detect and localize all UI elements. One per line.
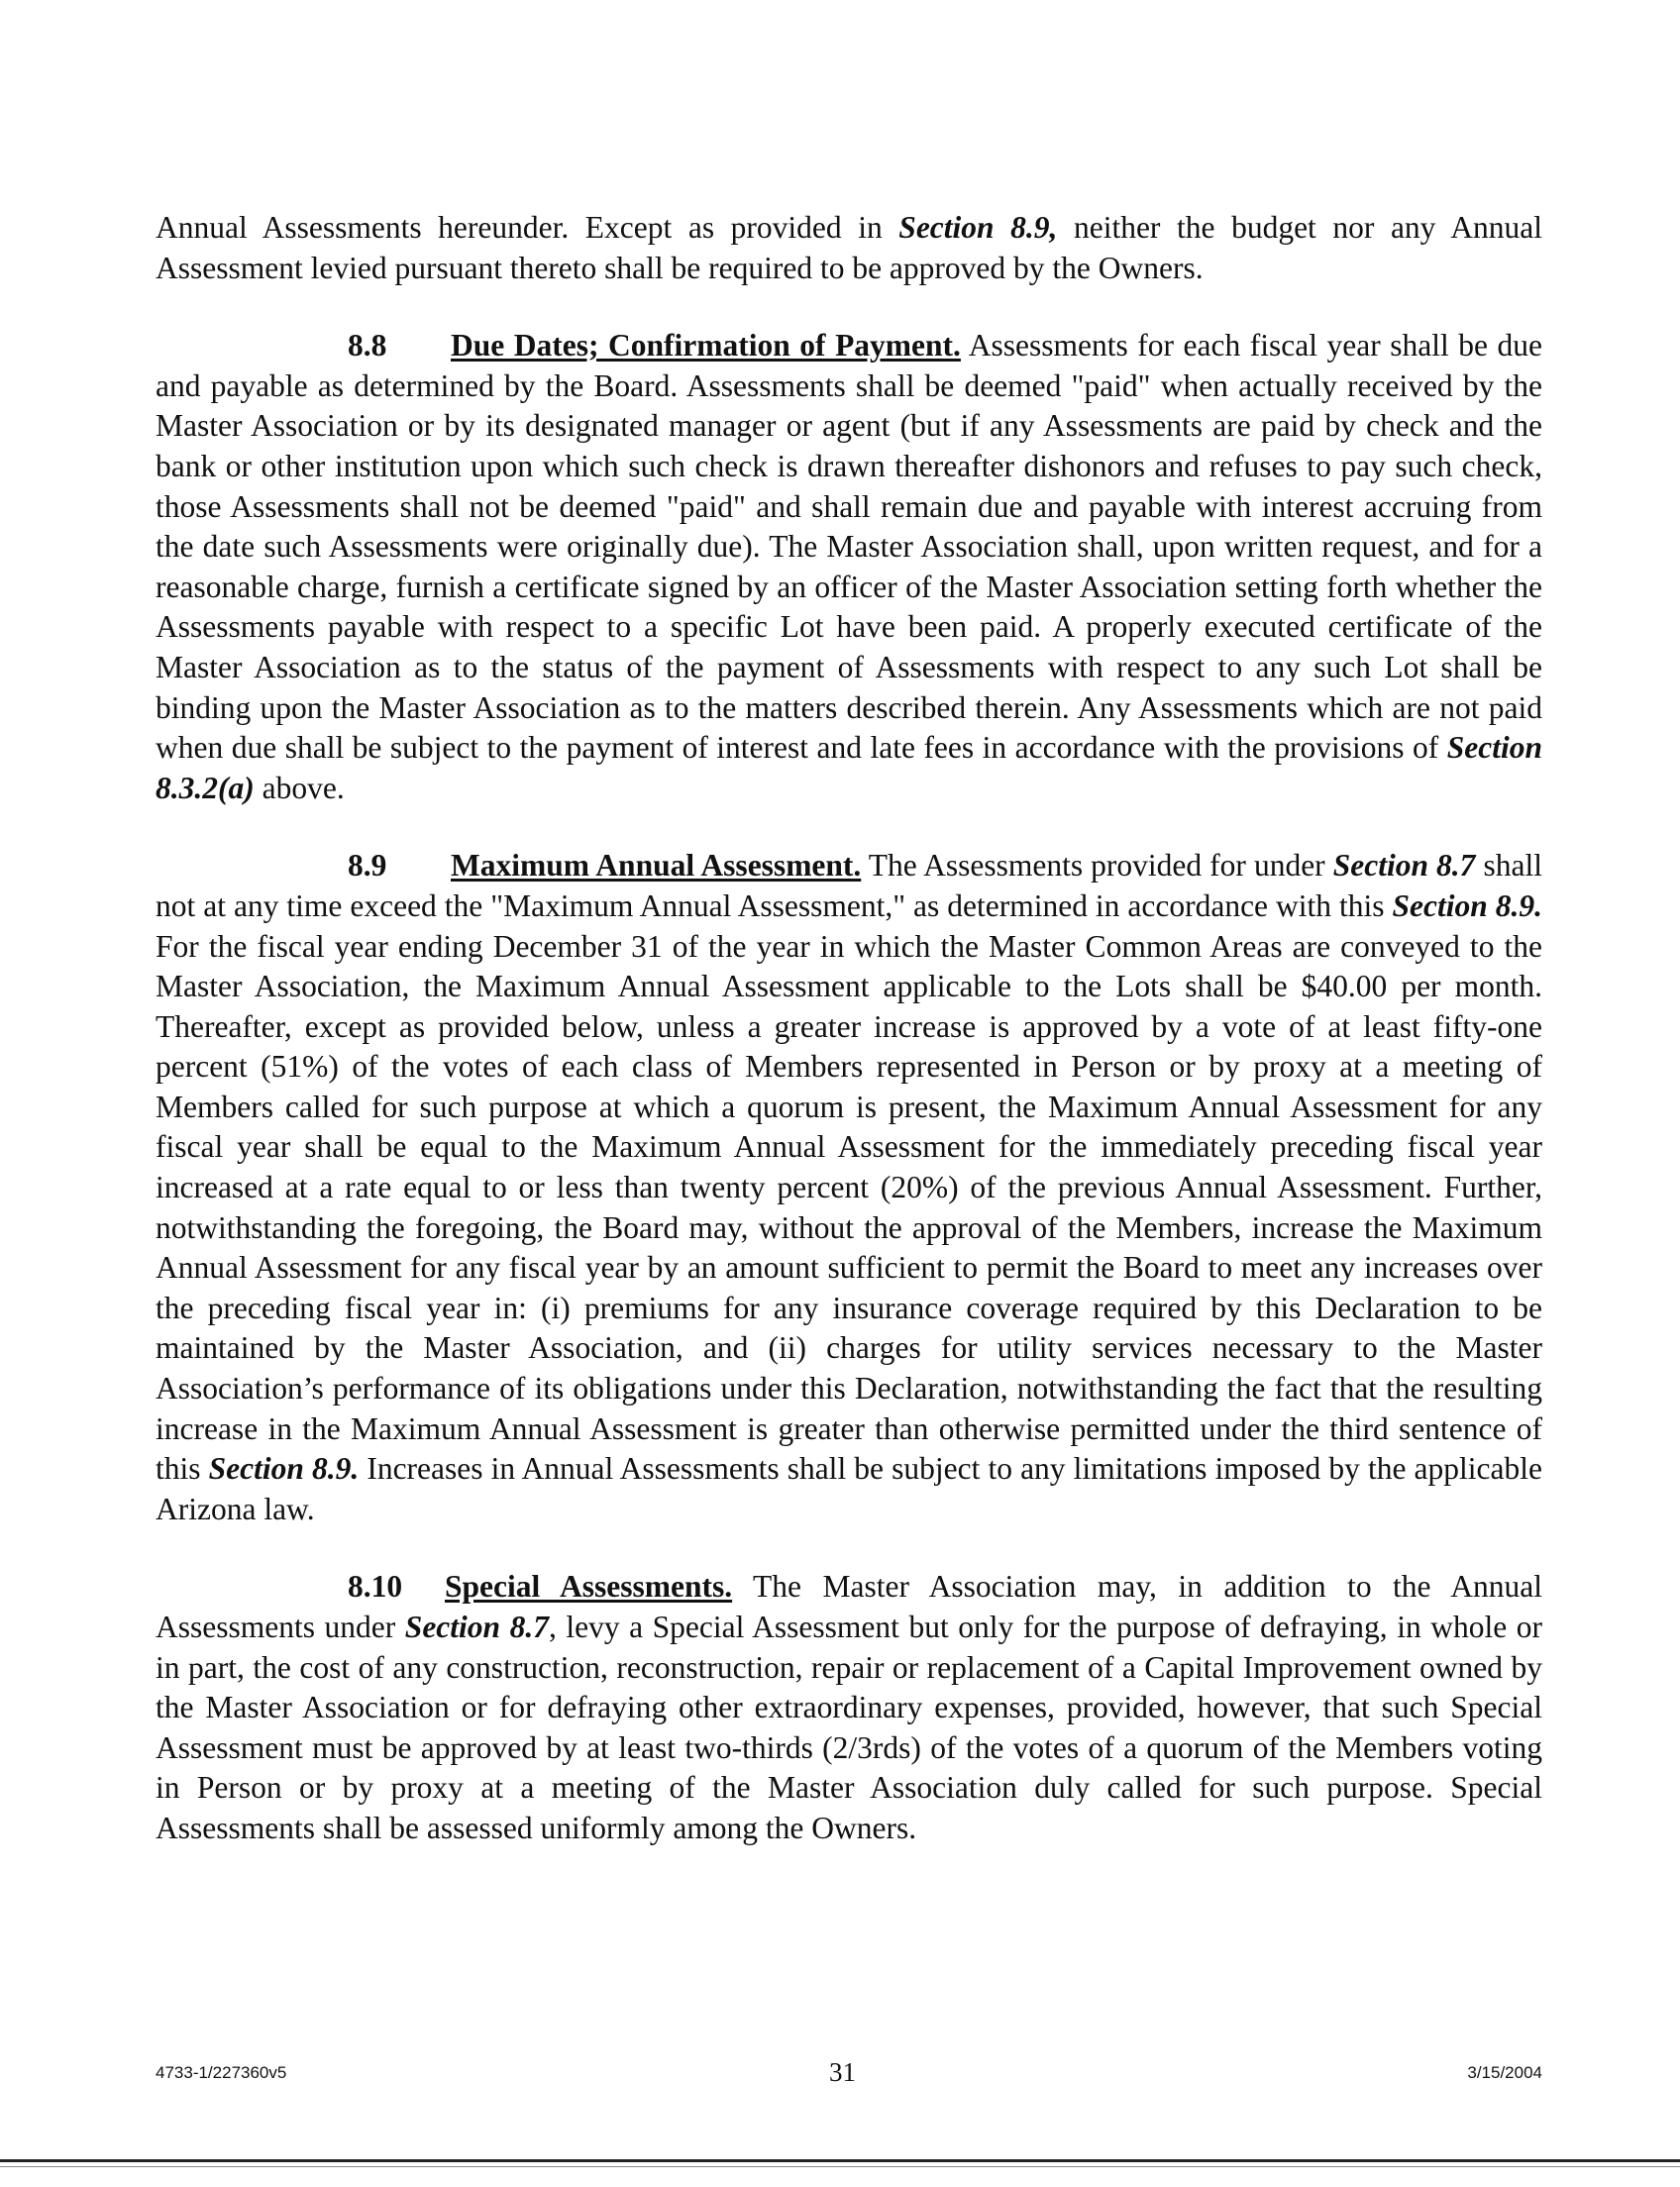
section-reference: Section 8.9. — [1392, 887, 1542, 923]
page-footer — [156, 2057, 1542, 2093]
section-reference: Section 8.9, — [898, 210, 1058, 245]
section-number: 8.10 — [348, 1569, 403, 1605]
paragraph-text: , levy a Special Assessment but only for the purpose of defraying, in whole or in part, the cost of any construction, reconstruction, repair or replacement of a Capital Improvement owned by the Master Association or for defraying other extraordinary expenses, provided, however, that such Special Assessment must be approved by at least two-thirds (2/3rds) of the votes of a quorum of the Members voting in Person or by proxy at a meeting of the Master Association duly called for such purpose. Special Assessments shall be assessed uniformly among the Owners. — [156, 1610, 1542, 1845]
paragraph-text: Increases in Annual Assessments shall be subject to any limitations imposed by the applicable Arizona law. — [156, 1451, 1542, 1526]
section-8-8-paragraph — [156, 326, 1542, 808]
document-id: 4733-1/227360v5 — [156, 2063, 287, 2082]
document-date: 3/15/2004 — [1467, 2063, 1542, 2082]
section-number: 8.8 — [348, 328, 387, 364]
section-heading: Maximum Annual Assessment. — [451, 848, 862, 884]
continuation-paragraph — [156, 208, 1542, 288]
section-reference: Section 8.3.2(a) — [156, 730, 1542, 805]
paragraph-text: For the fiscal year ending December 31 of the year in which the Master Common Areas are conveyed to the Master Association, the Maximum Annual Assessment applicable to the Lots shall be $40.00 per month. Thereafter, except as provided below, unless a greater increase is approved by a vote of at least fifty-one percent (51%) of the votes of each class of Members represented in Person or by proxy at a meeting of Members called for such purpose at which a quorum is present, the Maximum Annual Assessment for any fiscal year shall be equal to the Maximum Annual Assessment for the immediately preceding fiscal year increased at a rate equal to or less than twenty percent (20%) of the previous Annual Assessment. Further, notwithstanding the foregoing, the Board may, without the approval of the Members, increase the Maximum Annual Assessment for any fiscal year by an amount sufficient to permit the Board to meet any increases over the preceding fiscal year in: (i) premiums for any insurance coverage required by this Declaration to be maintained by the Master Association, and (ii) charges for utility services necessary to the Master Association’s performance of its obligations under this Declaration, notwithstanding the fact that the resulting increase in the Maximum Annual Assessment is greater than otherwise permitted under the third sentence of this — [156, 928, 1542, 1487]
paragraph-text: Annual Assessments hereunder. Except as provided in — [156, 210, 899, 245]
section-8-9-paragraph — [156, 846, 1542, 1529]
section-heading: Due Dates; Confirmation of Payment. — [451, 328, 961, 364]
paragraph-text: above. — [254, 770, 345, 805]
section-number: 8.9 — [348, 848, 387, 884]
bottom-rule — [0, 2159, 1680, 2162]
paragraph-text: Assessments for each fiscal year shall be due and payable as determined by the Board. Assessments shall be deemed "paid" when actually received by the Master Association or by its designated manager or agent (but if any Assessments are paid by check and the bank or other institution upon which such check is drawn thereafter dishonors and refuses to pay such check, those Assessments shall not be deemed "paid" and shall remain due and payable with interest accruing from the date such Assessments were originally due). The Master Association shall, upon written request, and for a reasonable charge, furnish a certificate signed by an officer of the Master Association setting forth whether the Assessments payable with respect to a specific Lot have been paid. A properly executed certificate of the Master Association as to the status of the payment of Assessments with respect to any such Lot shall be binding upon the Master Association as to the matters described therein. Any Assessments which are not paid when due shall be subject to the payment of interest and late fees in accordance with the provisions of — [156, 328, 1542, 766]
section-reference: Section 8.9. — [208, 1451, 360, 1487]
paragraph-text: The Master Association may, in addition to the Annual Assessments under — [156, 1569, 1542, 1644]
page-number: 31 — [829, 2057, 856, 2087]
paragraph-text: neither the budget nor any Annual Assessment levied pursuant thereto shall be required to be approved by the Owners. — [156, 210, 1543, 285]
section-reference: Section 8.7 — [1332, 848, 1476, 884]
document-page — [156, 208, 1542, 1849]
bottom-rule-thin — [0, 2166, 1680, 2167]
paragraph-text: shall not at any time exceed the "Maximum Annual Assessment," as determined in accordance with this — [156, 848, 1542, 923]
section-reference: Section 8.7 — [404, 1610, 549, 1644]
section-8-10-paragraph — [156, 1567, 1542, 1848]
paragraph-text: The Assessments provided for under — [861, 848, 1333, 884]
section-heading: Special Assessments. — [445, 1569, 733, 1605]
